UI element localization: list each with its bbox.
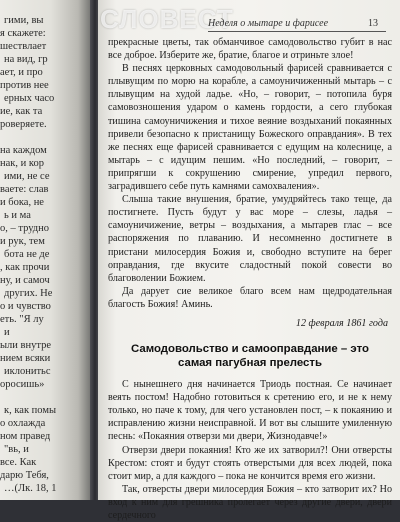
left-page-line: нак, и кор xyxy=(0,158,44,169)
left-page-line: нием всяки xyxy=(0,353,51,364)
left-page-line: о и чувство xyxy=(0,301,51,312)
left-page-line: к, как помы xyxy=(4,405,57,416)
left-page-line: на каждом xyxy=(0,145,47,156)
left-page-line: ими, не се xyxy=(4,171,50,182)
running-head: Неделя о мытаре и фарисее xyxy=(208,18,329,29)
left-page-line: и рук, тем xyxy=(0,236,45,247)
left-page-line: все. Как xyxy=(0,457,37,468)
section-title: Самодовольство и самооправдание – это самая пагубная прелесть xyxy=(131,343,369,370)
paragraph: Так, отверсты двери милосердия Божия – кто затворит их? Но вход к ним для грешника пролегает через другие двери, двери сердечного xyxy=(108,483,392,521)
paragraph: В песнях церковных самодовольный фарисей сравнивается с плывущим по морю на корабле, а самоуничиженный мытарь – с плывущим на худой ладье. «Но, – говорит, – потопила буря самовозношения ударом о камень гордости, а сего глубокая тишина самоуничижения и тихое веяние воздыханий покаянных привели безопасно к пристанищу Божеского оправдания». В тех же песнях еще фарисей сравнивается с едущим на колеснице, а мытарь – с идущим пешим. «Но последний, – говорит, – припрягши к сокрушению смирение, упредил первого, заградившего себе путь камнями самохваления». xyxy=(108,63,392,193)
left-page-line: , как прочи xyxy=(0,262,50,273)
paragraph: Да дарует сие великое благо всем нам щедродательная благость Божия! Аминь. xyxy=(108,285,392,310)
left-page-line: иклонитьс xyxy=(4,366,51,377)
left-page-line: роверяете. xyxy=(0,119,47,130)
left-page-line: ь и ма xyxy=(4,210,31,221)
paragraph: Слыша такие внушения, братие, умудряйтесь тако теще, да постигнете. Пусть будут у вас море – слезы, ладья – самоуничижение, ветры – воздыхания, а мытарев глас – все распоряжения по плаванию. И несомненно достигнете в пристани милосердия Божия и, свободно вступите на берег оправдания, где вкусите сладостный покой совести во благоволении Божием. xyxy=(108,194,392,284)
left-page-line: о, – трудно xyxy=(0,223,50,234)
paragraph: прекрасные цветы, так обманчивое самодовольство губит в нас все доброе. Изберите же, братие, благое и отриньте злое! xyxy=(108,37,392,62)
left-page-line: и бока, не xyxy=(0,197,44,208)
left-page-line: ыли внутре xyxy=(0,340,51,351)
left-page-line: ваете: слав xyxy=(0,184,49,195)
page-number: 13 xyxy=(368,18,378,29)
paragraph: Отверзи двери покаяния! Кто же их затворил?! Они отверсты Крестом: стоят и будут стоять отверстыми для всех людей, пока стоит мир, а для каждого – пока не кончится время его жизни. xyxy=(108,444,392,482)
paragraph: С нынешнего дня начинается Триодь постная. Се начинает веять постом! Надобно готовиться к сретению его, и не к нему только, но паче к тому, для чего установлен пост, – к покаянию и исправлению жизни неисправной. И вот вы слышите умиленную песнь: «Покаяния отверзи ми двери, Жизнодавче!» xyxy=(108,379,392,443)
left-page-line: "вь, и xyxy=(4,444,29,455)
left-page-line: и xyxy=(4,327,10,338)
left-page-line: ну, и самоч xyxy=(0,275,50,286)
left-page-line: ает, и про xyxy=(0,67,43,78)
left-page-line: гими, вы xyxy=(4,15,44,26)
left-page-line: еть. "Я лу xyxy=(0,314,44,325)
left-page xyxy=(0,0,92,500)
body-text xyxy=(108,36,392,522)
header-rule xyxy=(208,31,386,32)
left-page-line: ерных часо xyxy=(4,93,55,104)
left-page-line: другиx. Не xyxy=(4,288,53,299)
date-line: 12 февраля 1861 года xyxy=(295,317,388,329)
left-page-line: дарю Тебя, xyxy=(0,470,49,481)
left-page-line: шествлает xyxy=(0,41,47,52)
left-page-line: против нее xyxy=(0,80,49,91)
left-page-line: …(Лк. 18, 1 xyxy=(4,483,57,494)
left-page-line: оросишь» xyxy=(0,379,45,390)
left-page-line: на вид, гр xyxy=(4,54,48,65)
left-page-line: о охлажда xyxy=(0,418,46,429)
left-page-line: ие, как та xyxy=(0,106,43,117)
left-page-line: бота не де xyxy=(4,249,50,260)
left-page-line: я скажете: xyxy=(0,28,46,39)
left-page-line: ном правед xyxy=(0,431,51,442)
right-page xyxy=(98,0,400,521)
watermark-logo: СЛОВЕСТ xyxy=(100,4,234,34)
